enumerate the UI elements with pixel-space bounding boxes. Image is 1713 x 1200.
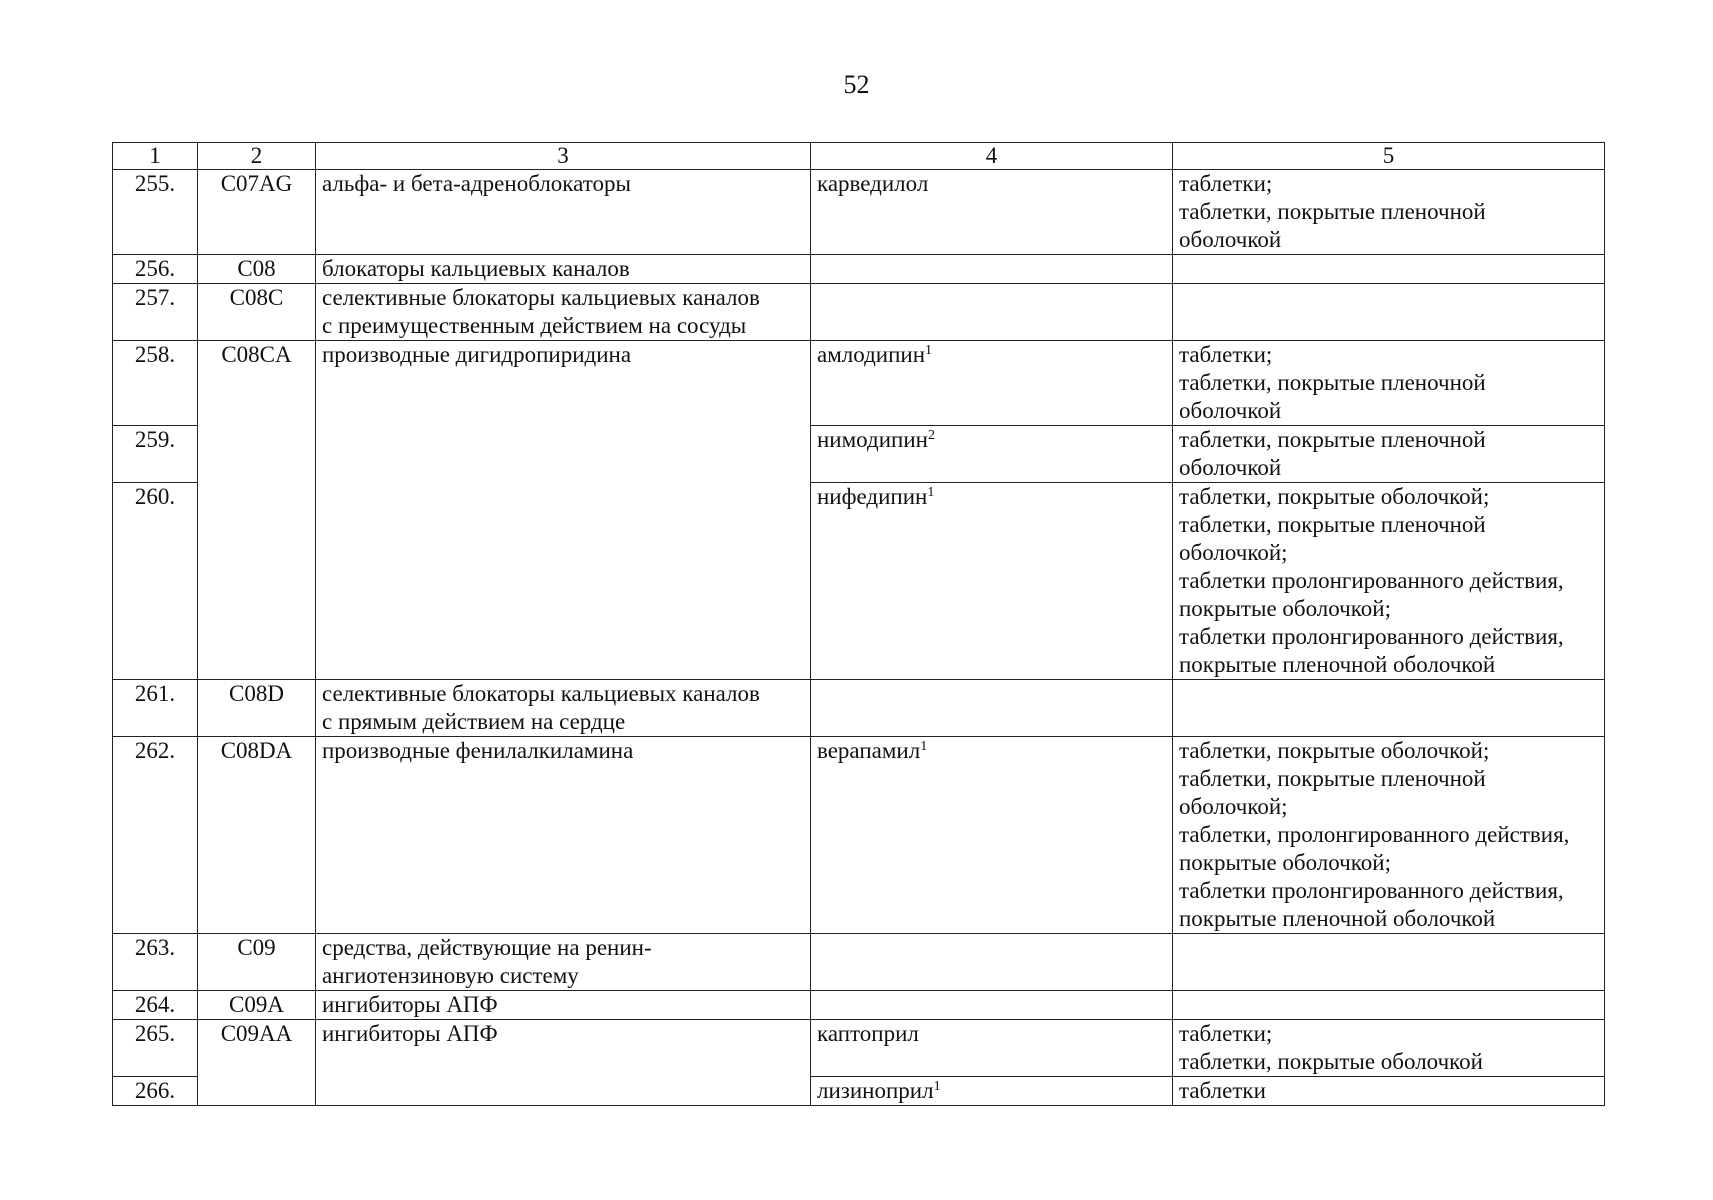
footnote-mark: 2 xyxy=(927,428,935,443)
header-col-3: 3 xyxy=(316,143,811,170)
drug-name xyxy=(811,1020,1173,1077)
table-row xyxy=(113,934,1605,991)
drug-name xyxy=(811,483,1173,680)
row-number: 259. xyxy=(113,426,198,483)
dosage-forms xyxy=(1173,255,1605,284)
table-row xyxy=(113,680,1605,737)
row-number: 260. xyxy=(113,483,198,680)
group-name: производные фенилалкиламина xyxy=(316,737,811,934)
atc-code: C08 xyxy=(198,255,316,284)
group-name: средства, действующие на ренин- ангиотензиновую систему xyxy=(316,934,811,991)
row-number: 257. xyxy=(113,284,198,341)
row-number: 255. xyxy=(113,170,198,255)
atc-code: C07AG xyxy=(198,170,316,255)
table-row xyxy=(113,284,1605,341)
table-row xyxy=(113,341,1605,426)
row-number: 256. xyxy=(113,255,198,284)
atc-code: C09 xyxy=(198,934,316,991)
drug-name xyxy=(811,426,1173,483)
drug-name-text: каптоприл xyxy=(817,1021,919,1046)
table-row xyxy=(113,170,1605,255)
table-row xyxy=(113,1020,1605,1077)
header-col-5: 5 xyxy=(1173,143,1605,170)
header-col-4: 4 xyxy=(811,143,1173,170)
footnote-mark: 1 xyxy=(933,1079,941,1094)
row-number: 258. xyxy=(113,341,198,426)
atc-code: C08D xyxy=(198,680,316,737)
dosage-forms: таблетки; таблетки, покрытые оболочкой xyxy=(1173,1020,1605,1077)
drug-name xyxy=(811,341,1173,426)
drug-name xyxy=(811,737,1173,934)
drug-name xyxy=(811,170,1173,255)
group-name: селективные блокаторы кальциевых каналов с преимущественным действием на сосуды xyxy=(316,284,811,341)
drug-name-text: амлодипин xyxy=(817,342,926,367)
dosage-forms: таблетки; таблетки, покрытые пленочной оболочкой xyxy=(1173,170,1605,255)
table-row xyxy=(113,991,1605,1020)
group-name: альфа- и бета-адреноблокаторы xyxy=(316,170,811,255)
footnote-mark: 1 xyxy=(927,485,935,500)
dosage-forms xyxy=(1173,284,1605,341)
row-number: 263. xyxy=(113,934,198,991)
dosage-forms xyxy=(1173,991,1605,1020)
group-name: селективные блокаторы кальциевых каналов с прямым действием на сердце xyxy=(316,680,811,737)
drug-table xyxy=(112,142,1605,1106)
drug-name-text: нифедипин xyxy=(817,484,928,509)
page-number: 52 xyxy=(843,70,870,99)
drug-name xyxy=(811,680,1173,737)
drug-name-text: карведилол xyxy=(817,171,929,196)
atc-code: C09A xyxy=(198,991,316,1020)
dosage-forms: таблетки, покрытые оболочкой; таблетки, покрытые пленочной оболочкой; таблетки пролонгированного действия, покрытые оболочкой; таблетки пролонгированного действия, покрытые пленочной оболочкой xyxy=(1173,483,1605,680)
atc-code: C08DA xyxy=(198,737,316,934)
drug-name-text: лизиноприл xyxy=(817,1078,934,1103)
header-col-1: 1 xyxy=(113,143,198,170)
row-number: 264. xyxy=(113,991,198,1020)
group-name: производные дигидропиридина xyxy=(316,341,811,680)
drug-name-text: нимодипин xyxy=(817,427,928,452)
drug-name xyxy=(811,255,1173,284)
row-number: 266. xyxy=(113,1077,198,1106)
drug-name xyxy=(811,1077,1173,1106)
header-col-2: 2 xyxy=(198,143,316,170)
footnote-mark: 1 xyxy=(925,343,933,358)
group-name: ингибиторы АПФ xyxy=(316,991,811,1020)
drug-name xyxy=(811,991,1173,1020)
atc-code: C08CA xyxy=(198,341,316,680)
table-row xyxy=(113,737,1605,934)
dosage-forms xyxy=(1173,680,1605,737)
header-row xyxy=(113,143,1605,170)
group-name: ингибиторы АПФ xyxy=(316,1020,811,1106)
drug-name xyxy=(811,934,1173,991)
dosage-forms: таблетки, покрытые пленочной оболочкой xyxy=(1173,426,1605,483)
table-row xyxy=(113,255,1605,284)
drug-name-text: верапамил xyxy=(817,738,921,763)
atc-code: C09AA xyxy=(198,1020,316,1106)
dosage-forms: таблетки, покрытые оболочкой; таблетки, покрытые пленочной оболочкой; таблетки, пролонгированного действия, покрытые оболочкой; таблетки пролонгированного действия, покрытые пленочной оболочкой xyxy=(1173,737,1605,934)
group-name: блокаторы кальциевых каналов xyxy=(316,255,811,284)
dosage-forms xyxy=(1173,934,1605,991)
footnote-mark: 1 xyxy=(920,739,928,754)
row-number: 262. xyxy=(113,737,198,934)
drug-name xyxy=(811,284,1173,341)
dosage-forms: таблетки xyxy=(1173,1077,1605,1106)
atc-code: C08C xyxy=(198,284,316,341)
row-number: 265. xyxy=(113,1020,198,1077)
dosage-forms: таблетки; таблетки, покрытые пленочной оболочкой xyxy=(1173,341,1605,426)
row-number: 261. xyxy=(113,680,198,737)
